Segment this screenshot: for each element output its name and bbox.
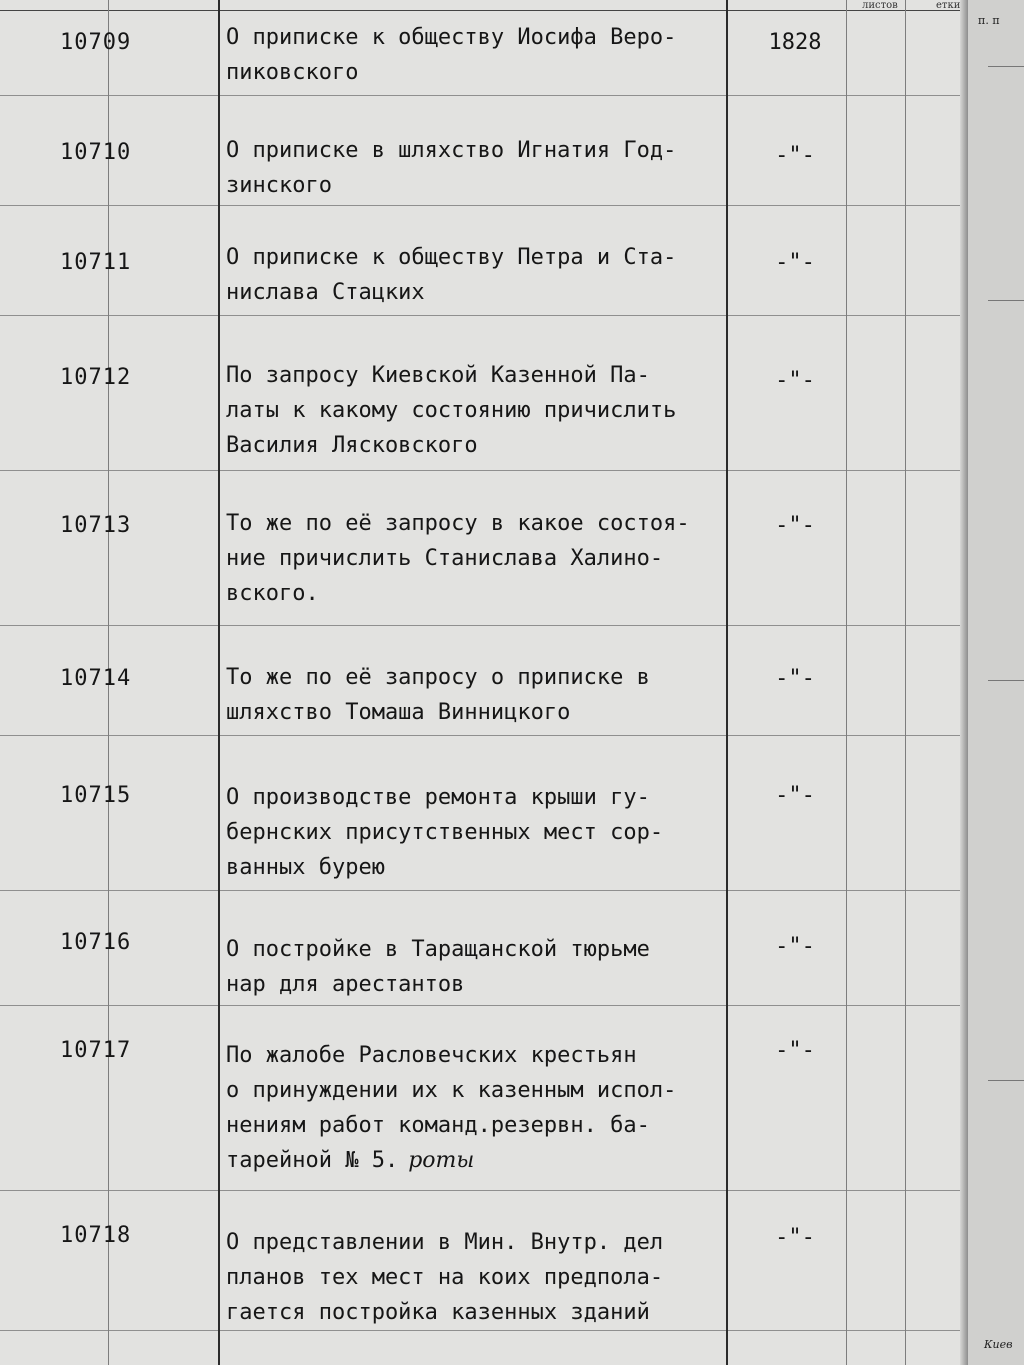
column-divider [218,0,220,1365]
entry-number: 10712 [60,365,132,390]
column-header-notes: етки [936,0,961,11]
entry-year: -"- [775,934,815,959]
entry-title: О постройке в Таращанской тюрьме нар для арестантов [226,937,650,997]
entry-year: -"- [775,783,815,808]
entry-title: По жалобе Расловечских крестьян о принуждении их к казенным испол- нениям работ команд.резервн. ба- тарейной № 5. роты [226,1043,677,1173]
entry-title: О представлении в Мин. Внутр. дел планов тех мест на коих предпола- гается постройка казенных зданий [226,1230,664,1325]
entry-number: 10711 [60,250,132,275]
entry-title: По запросу Киевской Казенной Па- латы к какому состоянию причислить Василия Лясковского [226,363,677,458]
entry-year: -"- [775,513,815,538]
entry-number: 10714 [60,666,132,691]
handwritten-note: роты [408,1148,475,1173]
entry-number: 10710 [60,140,132,165]
column-divider [905,0,906,1365]
right-page-edge [968,0,1024,1365]
entry-number: 10709 [60,30,132,55]
entry-number: 10718 [60,1223,132,1248]
entry-year: -"- [775,1225,815,1250]
entry-title: То же по её запросу о приписке в шляхство Томаша Винницкого [226,665,650,725]
column-header-sheets: листов [862,0,898,11]
entry-title: То же по её запросу в какое состоя- ние причислить Станислава Халино- вского. [226,511,690,606]
entry-title: О приписке к обществу Иосифа Веро- пиковского [226,25,677,85]
corner-word: Киев [984,1338,1013,1351]
entry-year: -"- [775,143,815,168]
entry-year: 1828 [768,30,822,55]
entry-number: 10715 [60,783,132,808]
entry-year: -"- [775,1038,815,1063]
entry-number: 10713 [60,513,132,538]
entry-year: -"- [775,368,815,393]
entry-year: -"- [775,666,815,691]
entry-number: 10717 [60,1038,132,1063]
entry-title: О приписке в шляхство Игнатия Год- зинского [226,138,677,198]
entry-number: 10716 [60,930,132,955]
entry-year: -"- [775,250,815,275]
entry-title: О приписке к обществу Петра и Ста- нислава Стацких [226,245,677,305]
right-page-header: п. п [978,14,1000,27]
entry-title: О производстве ремонта крыши гу- бернских присутственных мест сор- ванных бурею [226,785,664,880]
